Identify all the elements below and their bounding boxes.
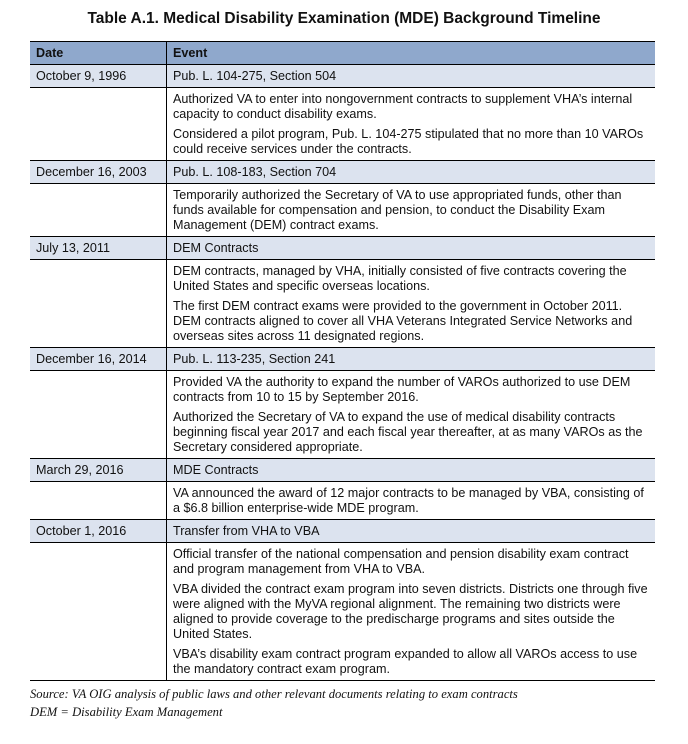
entry-date: December 16, 2014 — [30, 348, 167, 371]
entry-date: July 13, 2011 — [30, 237, 167, 260]
table-header-row — [30, 42, 655, 65]
entry-date: March 29, 2016 — [30, 459, 167, 482]
timeline-detail-row — [30, 543, 655, 681]
detail-paragraph: Official transfer of the national compensation and pension disability exam contract and program management from VHA to VBA. — [173, 547, 629, 576]
column-header-event: Event — [167, 42, 656, 65]
entry-date: October 9, 1996 — [30, 65, 167, 88]
empty-date-cell — [30, 260, 167, 348]
entry-event: Pub. L. 113-235, Section 241 — [167, 348, 656, 371]
timeline-entry-row — [30, 348, 655, 371]
empty-date-cell — [30, 482, 167, 520]
timeline-detail-row — [30, 371, 655, 459]
empty-date-cell — [30, 88, 167, 161]
entry-event: DEM Contracts — [167, 237, 656, 260]
timeline-table — [30, 41, 655, 681]
detail-paragraph: Temporarily authorized the Secretary of VA to use appropriated funds, other than funds available for compensation and pension, to conduct the Disability Exam Management (DEM) contract exams. — [173, 188, 622, 232]
timeline-entry-row — [30, 520, 655, 543]
source-note: Source: VA OIG analysis of public laws and other relevant documents relating to exam contracts — [30, 687, 518, 701]
entry-date: October 1, 2016 — [30, 520, 167, 543]
empty-date-cell — [30, 371, 167, 459]
timeline-body — [30, 65, 655, 681]
detail-paragraph: Provided VA the authority to expand the number of VAROs authorized to use DEM contracts from 10 to 15 by September 2016. — [173, 375, 631, 404]
timeline-entry-row — [30, 65, 655, 88]
entry-details — [167, 88, 656, 161]
table-title: Table A.1. Medical Disability Examination (MDE) Background Timeline — [87, 10, 601, 27]
empty-date-cell — [30, 543, 167, 681]
entry-event: Pub. L. 104-275, Section 504 — [167, 65, 656, 88]
detail-paragraph: The first DEM contract exams were provided to the government in October 2011. DEM contracts aligned to cover all VHA Veterans Integrated Service Networks and overseas sites across 11 designated regions. — [173, 299, 633, 343]
column-header-date: Date — [30, 42, 167, 65]
entry-event: MDE Contracts — [167, 459, 656, 482]
entry-event: Pub. L. 108-183, Section 704 — [167, 161, 656, 184]
detail-paragraph: Considered a pilot program, Pub. L. 104-275 stipulated that no more than 10 VAROs could receive services under the contracts. — [173, 127, 644, 156]
timeline-detail-row — [30, 260, 655, 348]
timeline-entry-row — [30, 459, 655, 482]
detail-paragraph: Authorized the Secretary of VA to expand the use of medical disability contracts beginning fiscal year 2017 and each fiscal year thereafter, at as many VAROs as the Secretary considered appropriate. — [173, 410, 643, 454]
timeline-detail-row — [30, 184, 655, 237]
detail-paragraph: VBA divided the contract exam program into seven districts. Districts one through five were aligned with the MyVA regional alignment. The remaining two districts were aligned to provide coverage to the predischarge programs and sites outside the United States. — [173, 582, 648, 641]
entry-details — [167, 371, 656, 459]
detail-paragraph: Authorized VA to enter into nongovernment contracts to supplement VHA’s internal capacity to conduct disability exams. — [173, 92, 633, 121]
empty-date-cell — [30, 184, 167, 237]
timeline-detail-row — [30, 482, 655, 520]
entry-details — [167, 184, 656, 237]
detail-paragraph: DEM contracts, managed by VHA, initially consisted of five contracts covering the United States and specific overseas locations. — [173, 264, 627, 293]
timeline-detail-row — [30, 88, 655, 161]
abbreviation-note: DEM = Disability Exam Management — [30, 705, 223, 719]
entry-event: Transfer from VHA to VBA — [167, 520, 656, 543]
entry-date: December 16, 2003 — [30, 161, 167, 184]
entry-details — [167, 260, 656, 348]
detail-paragraph: VA announced the award of 12 major contracts to be managed by VBA, consisting of a $6.8 billion enterprise-wide MDE program. — [173, 486, 644, 515]
entry-details — [167, 543, 656, 681]
entry-details — [167, 482, 656, 520]
detail-paragraph: VBA’s disability exam contract program expanded to allow all VAROs access to use the mandatory contract exam program. — [173, 647, 638, 676]
timeline-entry-row — [30, 161, 655, 184]
timeline-entry-row — [30, 237, 655, 260]
